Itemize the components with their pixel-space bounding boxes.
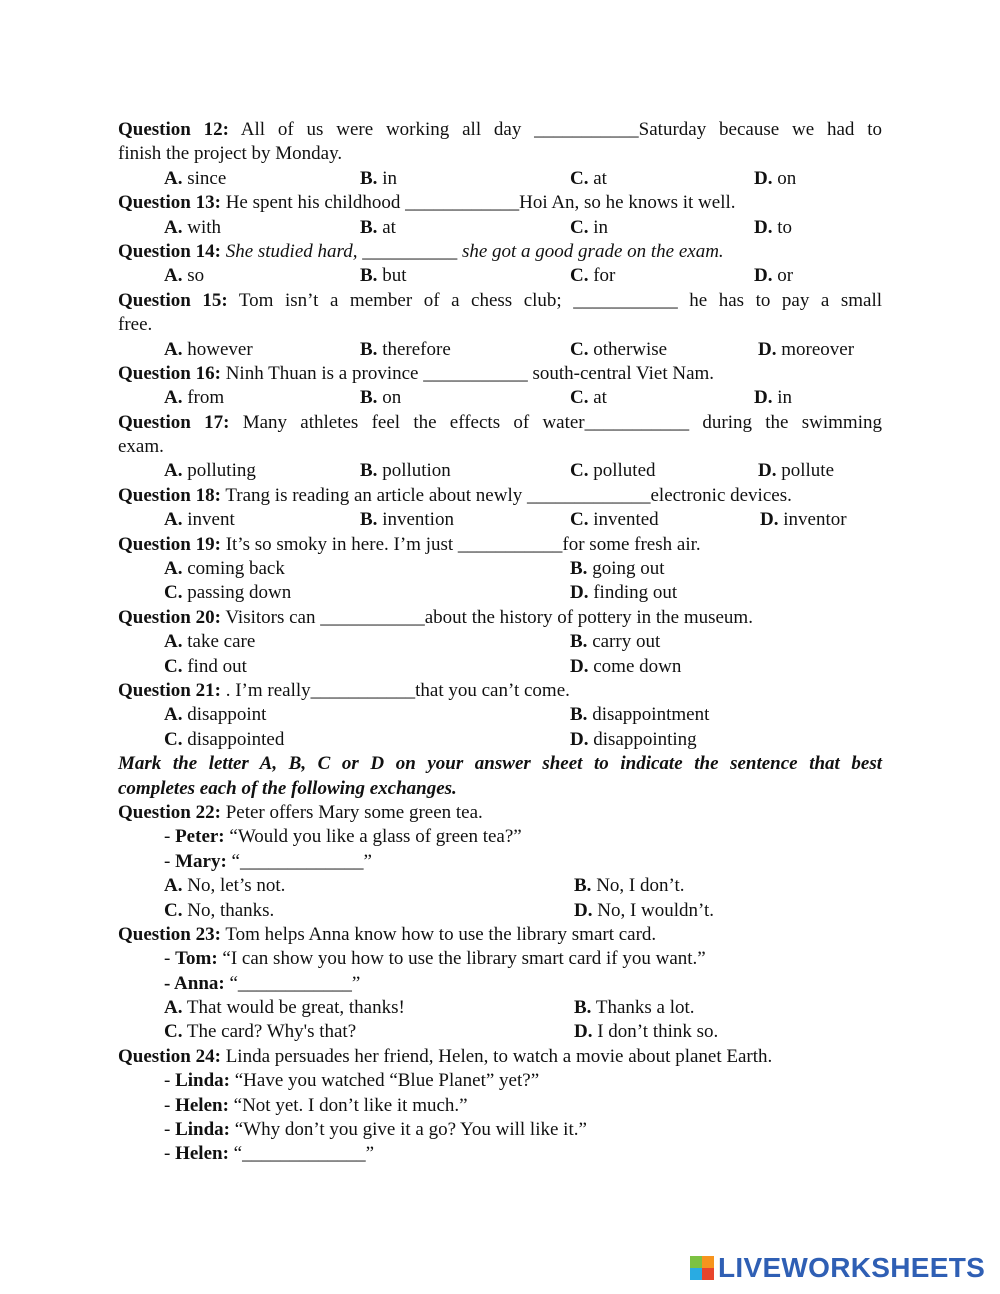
option-a[interactable]: A. so: [164, 265, 205, 287]
question-20: Question 20: Visitors can ___________about the history of pottery in the museum.: [118, 606, 753, 628]
question-19-options-row1: [118, 557, 882, 581]
liveworksheets-logo-icon: [690, 1256, 714, 1280]
question-18: Question 18: Trang is reading an article about newly _____________electronic devices.: [118, 484, 792, 506]
question-17-options: [118, 459, 882, 483]
option-c[interactable]: C. The card? Why's that?: [164, 1021, 357, 1043]
question-19-options-row2: [118, 581, 882, 605]
question-16-options: [118, 386, 882, 410]
question-13-options: [118, 216, 882, 240]
option-b[interactable]: B. therefore: [360, 338, 451, 360]
option-c[interactable]: C. at: [570, 167, 607, 189]
option-d[interactable]: D. finding out: [570, 582, 678, 604]
dialogue-line: - Peter: “Would you like a glass of green tea?”: [164, 826, 522, 848]
option-d[interactable]: D. I don’t think so.: [574, 1021, 719, 1043]
option-d[interactable]: D. No, I wouldn’t.: [574, 899, 715, 921]
liveworksheets-logo[interactable]: [690, 1252, 985, 1284]
dialogue-line: - Tom: “I can show you how to use the library smart card if you want.”: [164, 948, 706, 970]
question-15-continued: free.: [118, 314, 153, 336]
dialogue-line: - Linda: “Have you watched “Blue Planet” yet?”: [164, 1070, 540, 1092]
option-c[interactable]: C. in: [570, 216, 609, 238]
option-d[interactable]: D. in: [754, 387, 793, 409]
option-d[interactable]: D. or: [754, 265, 794, 287]
question-20-options-row2: [118, 655, 882, 679]
option-b[interactable]: B. on: [360, 387, 402, 409]
question-15-options: [118, 338, 882, 362]
question-15: Question 15: Tom isn’t a member of a chess club; ___________ he has to pay a small: [118, 289, 882, 311]
option-d[interactable]: D. moreover: [758, 338, 855, 360]
option-a[interactable]: A. however: [164, 338, 253, 360]
question-17-continued: exam.: [118, 436, 164, 458]
dialogue-line: - Anna: “____________”: [164, 972, 361, 994]
question-20-options-row1: [118, 630, 882, 654]
option-c[interactable]: C. invented: [570, 509, 659, 531]
option-a[interactable]: A. coming back: [164, 558, 285, 580]
option-b[interactable]: B. disappointment: [570, 704, 710, 726]
option-a[interactable]: A. invent: [164, 509, 235, 531]
question-17: Question 17: Many athletes feel the effects of water___________ during the swimming: [118, 411, 882, 433]
option-b[interactable]: B. in: [360, 167, 397, 189]
option-a[interactable]: A. No, let’s not.: [164, 875, 286, 897]
option-c[interactable]: C. for: [570, 265, 616, 287]
option-d[interactable]: D. pollute: [758, 460, 835, 482]
option-b[interactable]: B. carry out: [570, 631, 661, 653]
option-b[interactable]: B. pollution: [360, 460, 451, 482]
option-d[interactable]: D. to: [754, 216, 793, 238]
option-a[interactable]: A. disappoint: [164, 704, 267, 726]
question-19: Question 19: It’s so smoky in here. I’m just ___________for some fresh air.: [118, 533, 701, 555]
question-24: Question 24: Linda persuades her friend, Helen, to watch a movie about planet Earth.: [118, 1045, 773, 1067]
question-18-options: [118, 508, 882, 532]
option-b[interactable]: B. going out: [570, 558, 665, 580]
question-23-options-row1: [118, 996, 882, 1020]
question-23-options-row2: [118, 1020, 882, 1044]
section-instruction: Mark the letter A, B, C or D on your answer sheet to indicate the sentence that best: [118, 753, 882, 775]
question-22-options-row2: [118, 899, 882, 923]
question-12-options: [118, 167, 882, 191]
question-21: Question 21: . I’m really___________that you can’t come.: [118, 679, 570, 701]
question-13: Question 13: He spent his childhood ____________Hoi An, so he knows it well.: [118, 192, 736, 214]
option-a[interactable]: A. from: [164, 387, 225, 409]
option-c[interactable]: C. polluted: [570, 460, 656, 482]
option-d[interactable]: D. on: [754, 167, 797, 189]
dialogue-line: - Helen: “Not yet. I don’t like it much.”: [164, 1094, 468, 1116]
dialogue-line: - Mary: “_____________”: [164, 850, 372, 872]
logo-text: LIVEWORKSHEETS: [718, 1252, 986, 1283]
option-c[interactable]: C. at: [570, 387, 607, 409]
question-21-options-row2: [118, 728, 882, 752]
question-23: Question 23: Tom helps Anna know how to use the library smart card.: [118, 923, 657, 945]
option-c[interactable]: C. passing down: [164, 582, 292, 604]
option-a[interactable]: A. That would be great, thanks!: [164, 997, 405, 1019]
question-12-continued: finish the project by Monday.: [118, 143, 343, 165]
question-14: Question 14: She studied hard, __________ she got a good grade on the exam.: [118, 240, 724, 262]
option-a[interactable]: A. polluting: [164, 460, 256, 482]
question-21-options-row1: [118, 703, 882, 727]
dialogue-line: - Helen: “_____________”: [164, 1143, 375, 1165]
option-b[interactable]: B. at: [360, 216, 396, 238]
option-b[interactable]: B. Thanks a lot.: [574, 997, 695, 1019]
worksheet-page: [118, 118, 882, 1167]
question-12: Question 12: All of us were working all day ___________Saturday because we had to: [118, 119, 882, 140]
option-a[interactable]: A. with: [164, 216, 222, 238]
section-instruction-continued: completes each of the following exchanges.: [118, 777, 457, 799]
question-22: Question 22: Peter offers Mary some green tea.: [118, 801, 483, 823]
question-22-options-row1: [118, 874, 882, 898]
option-a[interactable]: A. since: [164, 167, 227, 189]
option-c[interactable]: C. disappointed: [164, 728, 285, 750]
option-c[interactable]: C. No, thanks.: [164, 899, 275, 921]
option-c[interactable]: C. find out: [164, 655, 247, 677]
option-d[interactable]: D. come down: [570, 655, 682, 677]
option-d[interactable]: D. disappointing: [570, 728, 697, 750]
option-b[interactable]: B. No, I don’t.: [574, 875, 685, 897]
option-a[interactable]: A. take care: [164, 631, 256, 653]
dialogue-line: - Linda: “Why don’t you give it a go? You will like it.”: [164, 1119, 587, 1141]
option-d[interactable]: D. inventor: [760, 509, 847, 531]
option-c[interactable]: C. otherwise: [570, 338, 668, 360]
option-b[interactable]: B. but: [360, 265, 407, 287]
option-b[interactable]: B. invention: [360, 509, 454, 531]
question-16: Question 16: Ninh Thuan is a province ___________ south-central Viet Nam.: [118, 362, 715, 384]
question-14-options: [118, 264, 882, 288]
